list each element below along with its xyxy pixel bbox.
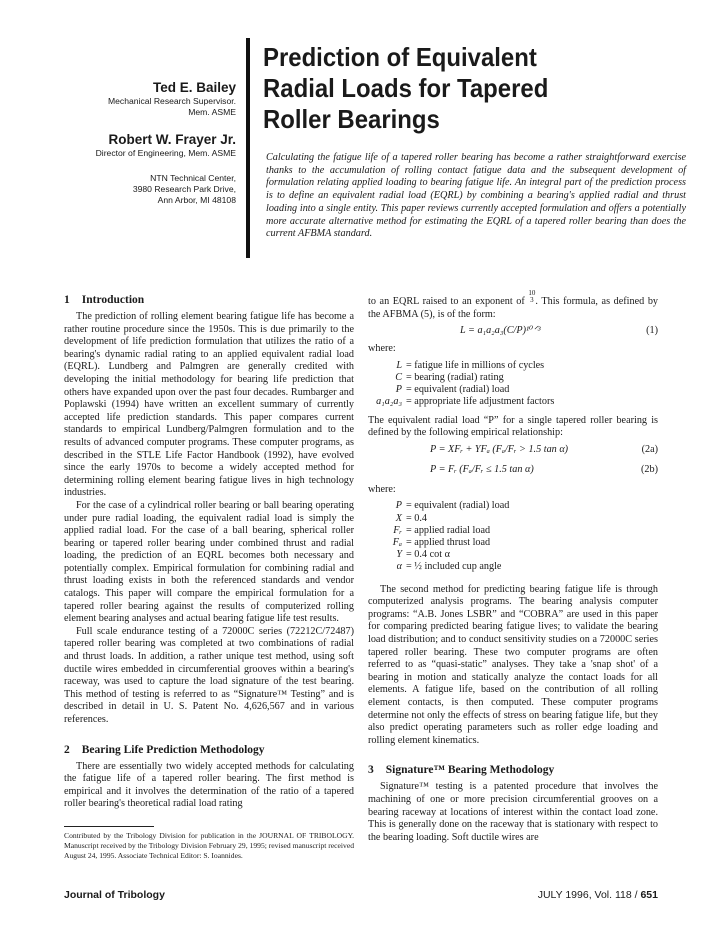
- equation-number: (2a): [641, 443, 658, 455]
- paragraph: Signature™ testing is a patented procedure that involves the machining of one or more precision circumferential grooves on a bearing raceway at locations of interest within the contact load zone. This is generally done on the raceway that is stationary with respect to the bearing loading. Soft ductile wires are: [368, 781, 658, 843]
- section-heading-signature: [368, 763, 658, 777]
- definition-row: [368, 537, 658, 549]
- abstract: Calculating the fatigue life of a tapered roller bearing has become a rather straightforward exercise thanks to the accumulation of rolling contact fatigue data and the subsequent development of formulation relating applied loading to bearing fatigue life. An integral part of the prediction process is to define an equivalent radial load (EQRL) by combining a bearing's applied radial and thrust loading into a single entity. This paper reviews currently accepted formulation and offers a potentially more accurate alternative method for estimating the EQRL of a tapered roller bearing than does the current AFBMA standard.: [266, 152, 686, 240]
- symbol-description: = 0.4 cot α: [406, 549, 450, 561]
- address-line: 3980 Research Park Drive,: [132, 184, 236, 194]
- symbol-description: = applied radial load: [406, 524, 491, 536]
- symbol-description: = fatigue life in millions of cycles: [406, 359, 545, 371]
- symbol-description: = equivalent (radial) load: [406, 384, 510, 396]
- definition-row: [368, 525, 658, 537]
- definition-row: [368, 372, 658, 384]
- author-role: Mechanical Research Supervisor.: [107, 96, 236, 106]
- paragraph: The second method for predicting bearing fatigue life is through computerized analysis programs. The bearing analysis computer programs: “A.B. Jones LSBR” and “COBRA” are used in this paper for comparing predicted bearing fatigue lives; to validate the bearing load distribution; and to conduct sensitivity studies on a 72000C series tapered roller bearing. These two computer programs are often referred to as “quasi-static” analyses. They take a 'snap shot' of a bearing in motion and statically analyze the contact loads for all elements. A fatigue life, based on the contribution of all rolling element contacts, is then computed. These computer programs determine not only the effects of stress on bearing fatigue life, but they also predict operating parameters such as roller edge loading and rolling element kinematics.: [368, 583, 658, 746]
- title-line: Radial Loads for Tapered: [263, 73, 549, 103]
- paragraph: There are essentially two widely accepted methods for calculating the fatigue life of a tapered roller bearing. The first method is empirical and it involves the determination of the ratio of a tapered roller bearing's theoretical radial load rating: [64, 760, 354, 810]
- footnote-rule: [64, 826, 154, 827]
- author-name: Robert W. Frayer Jr.: [108, 132, 236, 147]
- paragraph: Full scale endurance testing of a 72000C series (72212C/72487) tapered roller bearing was completed at two combinations of radial and thrust loads. In addition, a rather unique test method, using soft ductile wires embedded in circumferential grooves within a bearing's raceway, was used to capture the load signature of the test bearing. This method of testing is referred to as “Signature™ Testing” and is described in detail in U. S. Patent No. 4,626,567 and in various references.: [64, 625, 354, 725]
- symbol: P: [395, 384, 402, 396]
- section-number: 1: [64, 294, 70, 306]
- paragraph-text: . This formula, as defined by the AFBMA (5), is of the form:: [368, 296, 659, 320]
- equation-number: (2b): [641, 463, 658, 475]
- symbol: Y: [396, 549, 402, 561]
- symbol: Fₐ: [392, 536, 402, 548]
- paragraph: [368, 290, 658, 321]
- author-block: [40, 80, 236, 206]
- paragraph: The prediction of rolling element bearing fatigue life has become a rather routine procedure since the 1950s. This is due primarily to the development of life prediction formulation that utilizes the ratio of a bearing's dynamic radial rating to an applied equivalent radial load (EQRL). Lundberg and Palmgren are generally credited with developing the initial methodology for bearing life prediction that others have expanded upon over the past four decades. Rumbarger and Poplawski (1994) have written an excellent summary of currently accepted life prediction standards. This paper compares current standards to empirical Lundberg/Palmgren formulation and to the results of advanced computer programs. These computer programs, as described in the STLE Life Factor Handbook (1992), have evolved since the early 1970s to become a widely accepted method for determining rolling element bearing fatigue lives in high technology industries.: [64, 311, 354, 499]
- author-name: Ted E. Bailey: [152, 80, 236, 95]
- symbol: α: [396, 561, 402, 573]
- title-line: Prediction of Equivalent: [263, 42, 537, 72]
- symbol-description: = ½ included cup angle: [406, 561, 502, 573]
- footnote: Contributed by the Tribology Division for publication in the JOURNAL OF TRIBOLOGY. Manuscript received by the Tribology Division February 29, 1995; revised manuscript received August 24, 1995. Associate Technical Editor: S. Ioannides.: [64, 831, 354, 860]
- equation-body: L = a₁a₂a₃(C/P)¹⁰ᐟ³: [460, 325, 541, 337]
- equation-number: (1): [646, 325, 658, 337]
- right-column: [368, 290, 658, 844]
- fraction-numerator: 10: [528, 289, 536, 297]
- symbol-description: = appropriate life adjustment factors: [406, 396, 555, 408]
- symbol: C: [395, 371, 402, 383]
- definition-row: [368, 384, 658, 396]
- address-line: NTN Technical Center,: [150, 173, 236, 183]
- symbol-description: = equivalent (radial) load: [406, 500, 510, 512]
- symbol-description: = 0.4: [406, 512, 428, 524]
- symbol-definitions: [368, 360, 658, 409]
- symbol: L: [396, 359, 402, 371]
- symbol: Fᵣ: [393, 524, 402, 536]
- issue-date-volume: JULY 1996, Vol. 118 /: [537, 889, 638, 901]
- address-line: Ann Arbor, MI 48108: [157, 195, 236, 205]
- symbol: a₁a₂a₃: [376, 396, 402, 408]
- equation-body: P = Fᵣ (Fₐ/Fᵣ ≤ 1.5 tan α): [430, 463, 534, 475]
- equation-2a: [368, 440, 658, 460]
- paper-title: [263, 42, 649, 135]
- issue-info: [460, 889, 658, 901]
- definition-row: [368, 360, 658, 372]
- definition-row: [368, 396, 658, 408]
- page-number: 651: [640, 889, 658, 901]
- author-2: [40, 132, 236, 159]
- symbol-description: = bearing (radial) rating: [406, 371, 504, 383]
- fraction-denominator: 3: [530, 296, 534, 304]
- where-label: where:: [368, 343, 396, 355]
- section-title: Signature™ Bearing Methodology: [385, 764, 555, 777]
- definition-row: [368, 549, 658, 561]
- symbol: X: [395, 512, 402, 524]
- symbol-description: = applied thrust load: [406, 536, 491, 548]
- paragraph: For the case of a cylindrical roller bearing or ball bearing operating under pure radial loading, the equivalent radial load is simply the applied radial load. For the case of a ball bearing, spherical roller bearing or tapered roller bearing under combined thrust and radial loading, the prediction of an EQRL becomes both necessary and potentially complex. Empirical formulation for combining radial and thrust loading exists in both the referenced standards and vendor catalogs. This paper will compare the empirical formulation for a tapered roller bearing against the results of computerized rolling element bearing analyses and actual bearing fatigue life test results.: [64, 499, 354, 625]
- author-membership: Mem. ASME: [188, 107, 236, 117]
- left-column: [64, 293, 354, 811]
- section-title: Bearing Life Prediction Methodology: [81, 743, 265, 756]
- section-number: 3: [368, 764, 374, 777]
- definition-row: [368, 561, 658, 573]
- section-title: Introduction: [81, 294, 145, 306]
- symbol: P: [395, 500, 402, 512]
- definition-row: [368, 513, 658, 525]
- paragraph-text: to an EQRL raised to an exponent of: [368, 296, 525, 307]
- equation-1: [368, 321, 658, 341]
- section-heading-methodology: [64, 743, 354, 757]
- author-1: [40, 80, 236, 118]
- journal-name: Journal of Tribology: [64, 889, 165, 901]
- author-role: Director of Engineering, Mem. ASME: [95, 148, 236, 158]
- title-line: Roller Bearings: [263, 104, 440, 134]
- equation-body: P = XFᵣ + YFₐ (Fₐ/Fᵣ > 1.5 tan α): [430, 443, 569, 455]
- equation-2b: [368, 460, 658, 480]
- definition-row: [368, 500, 658, 512]
- symbol-definitions: [368, 500, 658, 573]
- where-label: where:: [368, 483, 396, 495]
- title-rule: [246, 38, 250, 258]
- affiliation-address: [40, 173, 236, 206]
- section-number: 2: [64, 743, 70, 756]
- paragraph: The equivalent radial load “P” for a single tapered roller bearing is defined by the following empirical relationship:: [368, 414, 658, 439]
- section-heading-introduction: [64, 293, 354, 307]
